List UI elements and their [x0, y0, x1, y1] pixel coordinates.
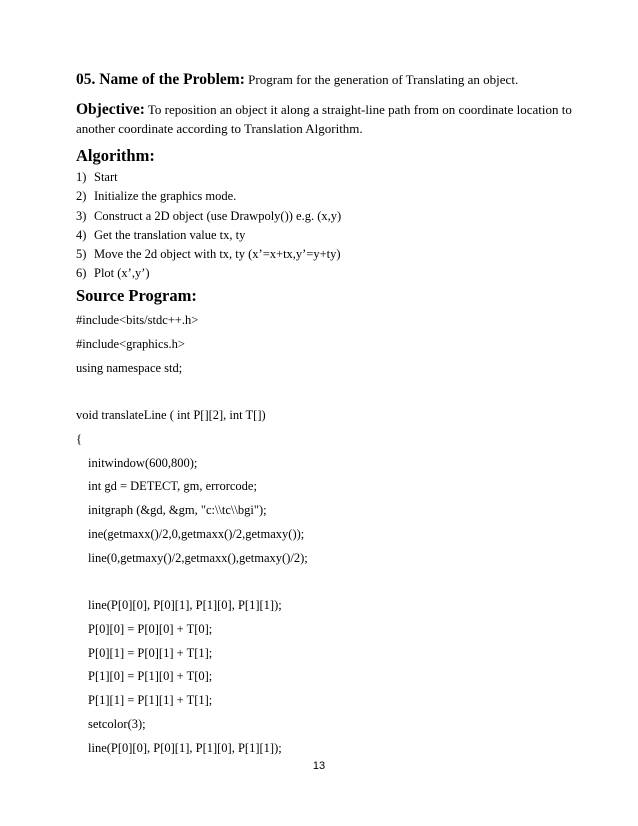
algorithm-step: [76, 245, 341, 264]
step-number: 5): [76, 247, 87, 262]
code-line: [76, 380, 308, 404]
code-line: line(P[0][0], P[0][1], P[1][0], P[1][1]);: [88, 740, 282, 755]
step-number: 1): [76, 170, 87, 184]
step-text: Start: [94, 170, 118, 184]
objective-paragraph: [76, 100, 576, 138]
code-line: line(0,getmaxy()/2,getmaxx(),getmaxy()/2);: [88, 550, 308, 565]
objective-text: To reposition an object it along a straight-line path from on coordinate location to another coordinate according to Translation Algorithm.: [76, 102, 572, 136]
algorithm-heading: Algorithm:: [76, 146, 155, 165]
code-line: [76, 570, 308, 594]
algorithm-steps: [76, 168, 341, 284]
algorithm-step: [76, 168, 341, 187]
code-line: initgraph (&gd, &gm, "c:\\tc\\bgi");: [88, 503, 267, 517]
step-text: Move the 2d object with tx, ty (x’=x+tx,y’=y+ty): [94, 247, 341, 262]
code-line: ine(getmaxx()/2,0,getmaxx()/2,getmaxy());: [88, 526, 305, 541]
problem-text: Program for the generation of Translating an object.: [248, 72, 519, 87]
code-line: P[1][1] = P[1][1] + T[1];: [88, 693, 213, 707]
step-text: Plot (x’,y’): [94, 266, 150, 281]
code-line: using namespace std;: [76, 360, 183, 375]
source-program-heading: Source Program:: [76, 286, 197, 305]
code-line: initwindow(600,800);: [88, 455, 198, 470]
step-text: Construct a 2D object (use Drawpoly()) e.g. (x,y): [94, 208, 342, 223]
algorithm-step: [76, 207, 341, 226]
code-line: P[0][0] = P[0][0] + T[0];: [88, 621, 213, 636]
algorithm-step: [76, 264, 341, 283]
step-number: 2): [76, 189, 87, 204]
step-number: 3): [76, 208, 87, 223]
step-number: 6): [76, 266, 87, 281]
code-line: #include<bits/stdc++.h>: [76, 313, 199, 327]
code-line: setcolor(3);: [88, 716, 146, 731]
objective-heading: Objective:: [76, 101, 145, 118]
page-number: 13: [312, 760, 326, 772]
problem-heading: 05. Name of the Problem:: [76, 71, 245, 88]
code-line: #include<graphics.h>: [76, 336, 185, 351]
code-line: line(P[0][0], P[0][1], P[1][0], P[1][1]);: [88, 598, 282, 612]
step-text: Initialize the graphics mode.: [94, 189, 237, 204]
problem-title-line: [76, 71, 596, 89]
code-line: int gd = DETECT, gm, errorcode;: [88, 479, 257, 494]
code-line: void translateLine ( int P[][2], int T[]): [76, 408, 266, 422]
code-line: P[1][0] = P[1][0] + T[0];: [88, 669, 213, 684]
step-text: Get the translation value tx, ty: [94, 227, 246, 242]
step-number: 4): [76, 227, 87, 242]
code-line: P[0][1] = P[0][1] + T[1];: [88, 645, 213, 660]
algorithm-step: [76, 226, 341, 245]
source-code: [76, 309, 308, 760]
algorithm-step: [76, 187, 341, 206]
code-line: {: [76, 431, 82, 446]
